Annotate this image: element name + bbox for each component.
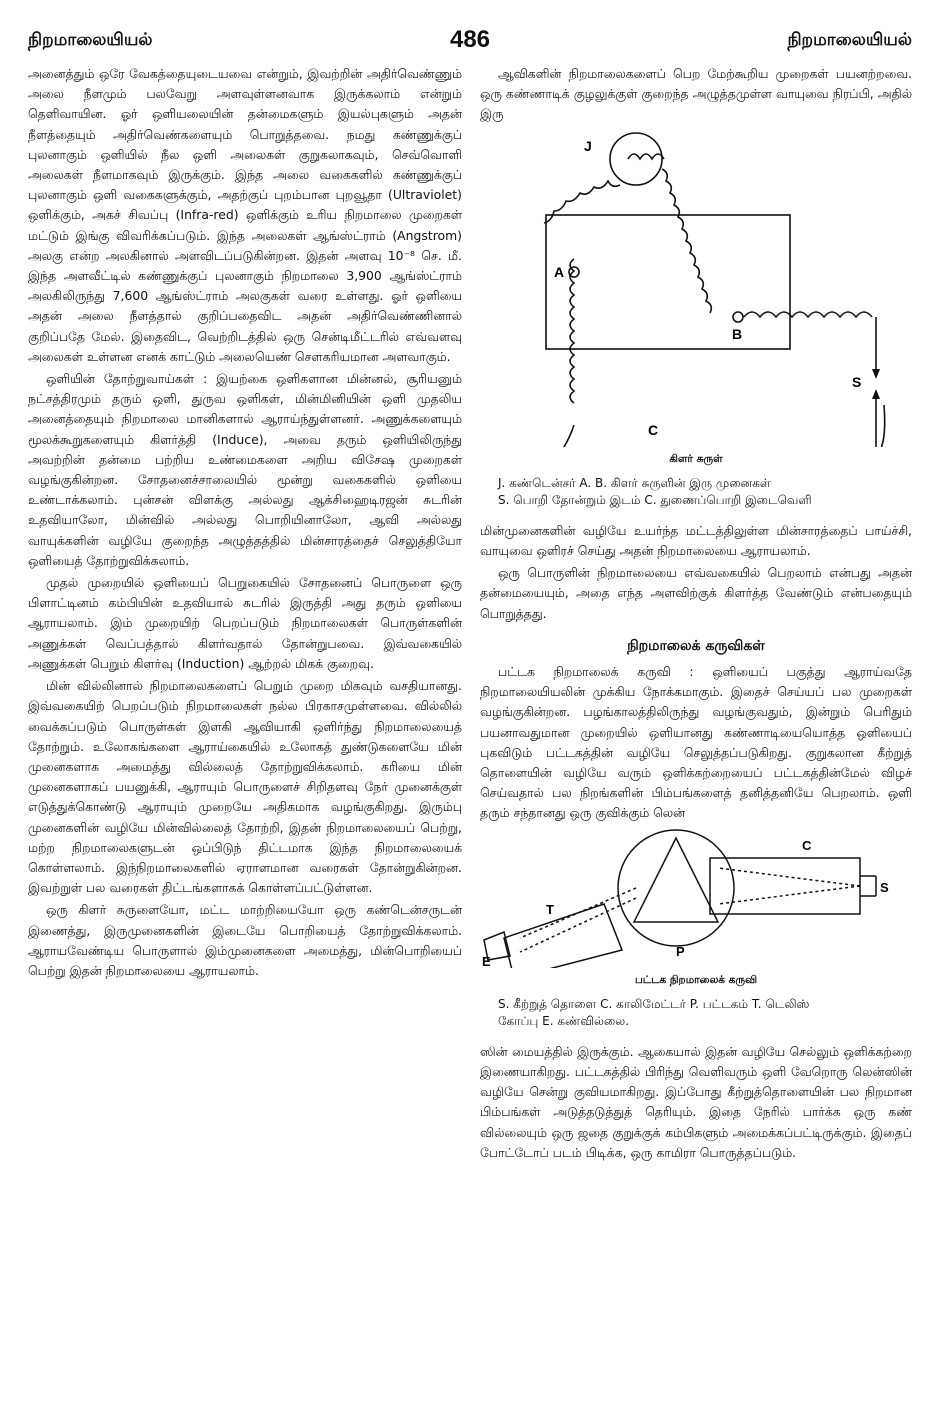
paragraph: பட்டக நிறமாலைக் கருவி : ஒளியைப் பகுத்து ஆராய்வதே நிறமாலையியலின் முக்கிய நோக்கமாகும். இதைச் செய்யப் பல முறைகள் வழங்குகின்றன. பழங்காலத்திலிருந்து வழங்குவதும், இன்றும் பெரிதும் பயனாவதுமான முறையில் ஒளியானது கண்ணாடியையொத்த ஒளியைப் புகவிடும் பட்டகத்தின் வழியே செலுத்தப்படுகிறது. குறுகலான கீற்றுத் தொளையின் வழியே வரும் ஒளிக்கற்றையைப் பட்டகத்தின்மேல் விழச் செய்வதால் பல நிறங்களின் பிம்பங்களைத் தனித்தனியே பெறலாம். ஒளி தரும் சந்தானது ஒரு குவிக்கும் லென் <box>480 664 912 821</box>
paragraph: மின்முனைகளின் வழியே உயர்ந்த மட்டத்திலுள்ள மின்சாரத்தைப் பாய்ச்சி, வாயுவை ஒளிரச் செய்து அதன் நிறமாலையை ஆராயலாம். <box>480 522 912 559</box>
caption-line: கோப்பு E. கண்வில்லை. <box>498 1013 630 1028</box>
running-head-right: நிறமாலையியல் <box>787 30 912 50</box>
figure-title: கிளர் சுருள் <box>669 452 723 465</box>
induction-coil-diagram <box>480 129 912 447</box>
induction-coil-figure <box>480 129 912 509</box>
caption-line: J. கண்டென்சர் A. B. கிளர் சுருளின் இரு முனைகள் <box>498 475 771 490</box>
paragraph: மின் வில்லினால் நிறமாலைகளைப் பெறும் முறை மிகவும் வசதியானது. இவ்வகையிற் பெறப்படும் நிறமாலைகள் நல்ல பிரகாசமுள்ளவை. வில்லில் வைக்கப்படும் பொருள்கள் இளகி ஆவியாகி ஒளிர்ந்து நிறமாலையைத் தோற்றும். உலோகங்களை ஆராய்கையில் உலோகத் துண்டுகளையே மின் முனைகளாக அமைத்து வில்லைத் தோற்றுவிக்கலாம். கரியை மின் முனைகளாகப் பயனுக்கி, ஆராயும் பொருளைச் சிறிதளவு நேர் முனைக்குள் எடுத்துக்கொண்டு ஆராயும் முறையே அதிகமாக வழங்குகிறது. இரும்பு முனைகளின் வழியே மின்வில்லைத் தோற்றி, இதன் நிறமாலையைப் பெற்று, மற்ற நிறமாலைகளுடன் ஒப்பிடுந் திட்டமாக இந்த நிறமாலையைக் கொள்ளலாம். இந்நிறமாலைகளில் ஏராளமான வரைகள் தோன்றுகின்றன. இவற்றுள் பல வரைகள் திட்டங்களாகக் கொள்ளப்பட்டுள்ளன. <box>28 678 462 896</box>
running-head-left: நிறமாலையியல் <box>28 30 153 50</box>
figure-caption <box>480 475 912 509</box>
paragraph: ஸின் மையத்தில் இருக்கும். ஆகையால் இதன் வழியே செல்லும் ஒளிக்கற்றை இணையாகிறது. பட்டகத்தில் பிரிந்து வெளிவரும் ஒளி வேறொரு லென்ஸின் வழியே சென்று குவியமாகிறது. இப்போது கீற்றுத்தொளையின் பல நிறமான பிம்பங்கள் அடுத்தடுத்துத் தெரியும். இதை நேரில் பார்க்க ஒரு கண் வில்லையும் ஒரு ஜதை குறுக்குக் கம்பிகளும் அமைக்கப்பட்டிருக்கும். இதைப் போட்டோப் படம் பிடிக்க, ஒரு காமிரா பொருத்தப்படும். <box>480 1043 912 1160</box>
label-c: C <box>648 421 659 438</box>
label-s: S <box>852 373 862 390</box>
label-e: E <box>482 953 491 968</box>
page-number: 486 <box>449 26 491 53</box>
right-column <box>480 64 912 1165</box>
left-column <box>28 64 462 983</box>
label-p: P <box>676 943 685 959</box>
paragraph: ஒளியின் தோற்றுவாய்கள் : இயற்கை ஒளிகளான மின்னல், சூரியனும் நட்சத்திரமும் தரும் ஒளி, துருவ ஒளிகள், மின்மினியின் ஒளி முதலிய அனைத்தையும் நிறமாலை மானிகளால் ஆராய்ந்துள்ளனர். அணுக்களையும் மூலக்கூறுகளையும் கிளர்த்தி (Induce), அவை தரும் ஒளியிலிருந்து அவற்றின் தன்மை பற்றிய உண்மைகளை அறிய விசேஷ முறைகள் வழங்குகின்றன. சோதனைச்சாலையில் மூன்று வகைகளில் ஒளியை உண்டாக்கலாம். புன்சன் விளக்கு அல்லது ஆக்சிஹைடிரஜன் சுடரின் உதவியாலோ, மின்வில் அல்லது பொறியினாலோ, ஆவி அல்லது வாயுக்களின் வழியே குறைந்த அழுத்தத்தில் மின்சாரத்தைச் செலுத்தியோ ஒளியைத் தோற்றுவிக்கலாம். <box>28 371 462 568</box>
paragraph: ஒரு கிளர் சுருளையோ, மட்ட மாற்றியையோ ஒரு கண்டென்சருடன் இணைத்து, இருமுனைகளின் இடையே பொறியைத் தோற்றுவிக்கலாம். ஆராயவேண்டிய பொருளால் இம்முனைகளை அமைத்து, மின்பொறியைப் பெற்று இதன் நிறமாலையை ஆராயலாம். <box>28 902 462 978</box>
caption-line: S. கீற்றுத் தொளை C. காலிமேட்டர் P. பட்டகம் T. டெலிஸ் <box>498 996 810 1011</box>
figure-title: பட்டக நிறமாலைக் கருவி <box>634 973 758 986</box>
paragraph: ஆவிகளின் நிறமாலைகளைப் பெற மேற்கூறிய முறைகள் பயனற்றவை. ஒரு கண்ணாடிக் குழலுக்குள் குறைந்த அழுத்தமுள்ள வாயுவை நிரப்பி, அதில் இரு <box>480 66 912 122</box>
label-b: B <box>732 325 743 342</box>
page-header <box>28 26 912 64</box>
label-t: T <box>546 901 554 917</box>
label-j: J <box>584 137 592 154</box>
label-s: S <box>880 879 889 895</box>
paragraph: அனைத்தும் ஒரே வேகத்தையுடையவை என்றும், இவற்றின் அதிர்வெண்ணும் அலை நீளமும் பலவேறு அளவுள்ளனவாக இருக்கலாம் என்றும் தெளிவாயின. ஓர் ஒளியலையின் தன்மைகளும் இயல்புகளும் அதன் நீளத்தையும் அதிர்வெண்களையும் பொறுத்தவை. நமது கண்ணுக்குப் புலனாகும் ஒளியில் நீல ஒளி அலைகள் குறுகலாகவும், செவ்வொளி அலைகள் நீளமாகவும் இருக்கும். இந்த அலை வகைகளில் கண்ணுக்குப் புலனாகும் ஒளி வகைகளுக்கும், அதற்குப் புறம்பான புறவூதா (Ultraviolet) ஒளிக்கும், அகச் சிவப்பு (Infra-red) ஒளிக்கும் உரிய நிறமாலை முறைகள் மட்டும் இங்கு விவரிக்கப்படும். இந்த அலைகள் ஆங்ஸ்ட்ராம் (Angstrom) அலகு என்ற அலகினால் அளவிடப்படுகின்றன. இதன் அளவு 10⁻⁸ செ. மீ. இந்த அளவீட்டில் கண்ணுக்குப் புலனாகும் நிறமாலை 3,900 ஆங்ஸ்ட்ராம் அலகிலிருந்து 7,600 ஆங்ஸ்ட்ராம் அலகுகள் வரை உள்ளது. ஓர் ஒளியை அதன் அலை நீளத்தால் குறிப்பதைவிட அதன் அதிர்வெண்ணினால் குறிப்பதே மேல். இதைவிட, வெற்றிடத்தில் ஒரு சென்டிமீட்டரில் எவ்வளவு அலைகள் உள்ளன எனக் காட்டும் அலையெண் சௌகரியமான அளவாகும். <box>28 66 462 364</box>
paragraph: முதல் முறையில் ஒளியைப் பெறுகையில் சோதனைப் பொருளை ஒரு பிளாட்டினம் கம்பியின் உதவியால் சுடரில் இருத்தி அது தரும் ஒளியை ஆராயலாம். இம் முறையிற் பெறப்படும் நிறமாலைகள் பொருள்களின் அணுக்கள் வெப்பத்தால் கிளர்வதால் தோன்றுபவை. இவ்வகையில் அணுக்கள் பெறும் கிளர்வு (Induction) ஆற்றல் மிகக் குறைவு. <box>28 575 462 671</box>
section-heading: நிறமாலைக் கருவிகள் <box>627 637 765 654</box>
label-a: A <box>554 263 565 280</box>
caption-line: S. பொறி தோன்றும் இடம் C. துணைப்பொறி இடைவெளி <box>498 492 812 507</box>
figure-caption <box>480 996 912 1030</box>
prism-spectrometer-diagram <box>480 828 912 968</box>
prism-spectrometer-figure <box>480 828 912 1030</box>
paragraph: ஒரு பொருளின் நிறமாலையை எவ்வகையில் பெறலாம் என்பது அதன் தன்மையையும், அதை எந்த அளவிற்குக் கிளர்த்த வேண்டும் என்பதையும் பொறுத்தது. <box>480 565 912 621</box>
label-c: C <box>802 837 812 853</box>
